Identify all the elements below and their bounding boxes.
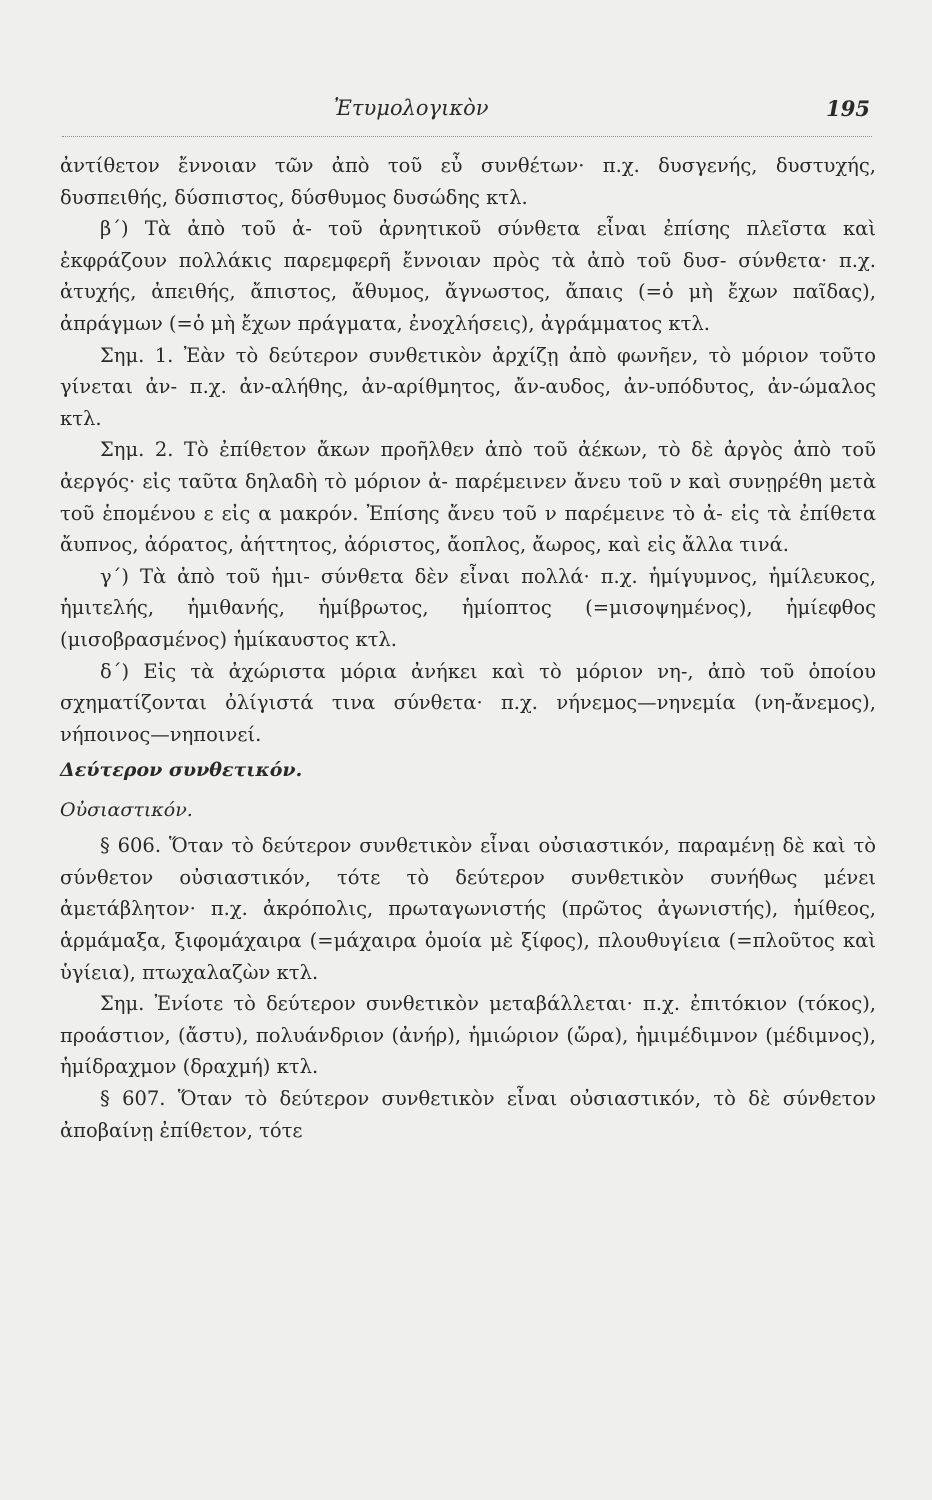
paragraph: § 606. Ὅταν τὸ δεύτερον συνθετικὸν εἶναι οὐσιαστικόν, παραμένῃ δὲ καὶ τὸ σύνθετον οὐσιαστικόν, τότε τὸ δεύτερον συνθετικὸν συνήθως μένει ἀμετάβλητον· π.χ. ἀκρόπολις, πρωταγωνιστής (πρῶτος ἀγωνιστής), ἡμίθεος, ἁρμάμαξα, ξιφομάχαιρα (=μάχαιρα ὁμοία μὲ ξίφος), πλουθυγίεια (=πλοῦτος καὶ ὑγίεια), πτωχαλαζὼν κτλ. xyxy=(60,834,876,984)
note-paragraph: Σημ. 1. Ἐὰν τὸ δεύτερον συνθετικὸν ἀρχίζῃ ἀπὸ φωνῆεν, τὸ μόριον τοῦτο γίνεται ἀν- π.χ. ἀν-αλήθης, ἀν-αρίθμητος, ἄν-αυδος, ἀν-υπόδυτος, ἀν-ώμαλος κτλ. xyxy=(60,343,876,430)
page-header xyxy=(62,96,872,137)
section-subheading: Οὐσιαστικόν. xyxy=(60,799,193,822)
section-heading: Δεύτερον συνθετικόν. xyxy=(60,759,303,782)
paragraph: § 607. Ὅταν τὸ δεύτερον συνθετικὸν εἶναι οὐσιαστικόν, τὸ δὲ σύνθετον ἀποβαίνῃ ἐπίθετον, τότε xyxy=(60,1087,876,1142)
page-body xyxy=(60,150,876,1146)
paragraph: γ΄) Τὰ ἀπὸ τοῦ ἡμι- σύνθετα δὲν εἶναι πολλά· π.χ. ἡμίγυμνος, ἡμίλευκος, ἡμιτελής, ἡμιθανής, ἡμίβρωτος, ἡμίοπτος (=μισοψημένος), ἡμίεφθος (μισοβρασμένος) ἡμίκαυστος κτλ. xyxy=(60,564,876,651)
note-paragraph: Σημ. Ἐνίοτε τὸ δεύτερον συνθετικὸν μεταβάλλεται· π.χ. ἐπιτόκιον (τόκος), προάστιον, (ἄστυ), πολυάνδριον (ἀνήρ), ἡμιώριον (ὥρα), ἡμιμέδιμνον (μέδιμνος), ἡμίδραχμον (δραχμή) κτλ. xyxy=(60,992,876,1079)
paragraph: ἀντίθετον ἔννοιαν τῶν ἀπὸ τοῦ εὖ συνθέτων· π.χ. δυσγενής, δυστυχής, δυσπειθής, δύσπιστος, δύσθυμος δυσώδης κτλ. xyxy=(60,154,876,209)
paragraph: δ΄) Εἰς τὰ ἀχώριστα μόρια ἀνήκει καὶ τὸ μόριον νη-, ἀπὸ τοῦ ὁποίου σχηματίζονται ὀλίγιστά τινα σύνθετα· π.χ. νήνεμος—νηνεμία (νη-ἄνεμος), νήποινος—νηποινεί. xyxy=(60,659,876,746)
note-paragraph: Σημ. 2. Τὸ ἐπίθετον ἄκων προῆλθεν ἀπὸ τοῦ ἀέκων, τὸ δὲ ἀργὸς ἀπὸ τοῦ ἀεργός· εἰς ταῦτα δηλαδὴ τὸ μόριον ἀ- παρέμεινεν ἄνευ τοῦ ν καὶ συνῃρέθη μετὰ τοῦ ἑπομένου ε εἰς α μακρόν. Ἐπίσης ἄνευ τοῦ ν παρέμεινε τὸ ἀ- εἰς τὰ ἐπίθετα ἄυπνος, ἀόρατος, ἀήττητος, ἀόριστος, ἄοπλος, ἄωρος, καὶ εἰς ἄλλα τινά. xyxy=(60,438,876,557)
paragraph: β΄) Τὰ ἀπὸ τοῦ ἀ- τοῦ ἀρνητικοῦ σύνθετα εἶναι ἐπίσης πλεῖστα καὶ ἐκφράζουν πολλάκις παρεμφερῆ ἔννοιαν πρὸς τὰ ἀπὸ τοῦ δυσ- σύνθετα· π.χ. ἀτυχής, ἀπειθής, ἄπιστος, ἄθυμος, ἄγνωστος, ἄπαις (=ὁ μὴ ἔχων παῖδας), ἀπράγμων (=ὁ μὴ ἔχων πράγματα, ἐνοχλήσεις), ἀγράμματος κτλ. xyxy=(60,217,876,335)
running-title: Ἐτυμολογικὸν xyxy=(334,96,489,120)
page-number: 195 xyxy=(826,96,870,121)
